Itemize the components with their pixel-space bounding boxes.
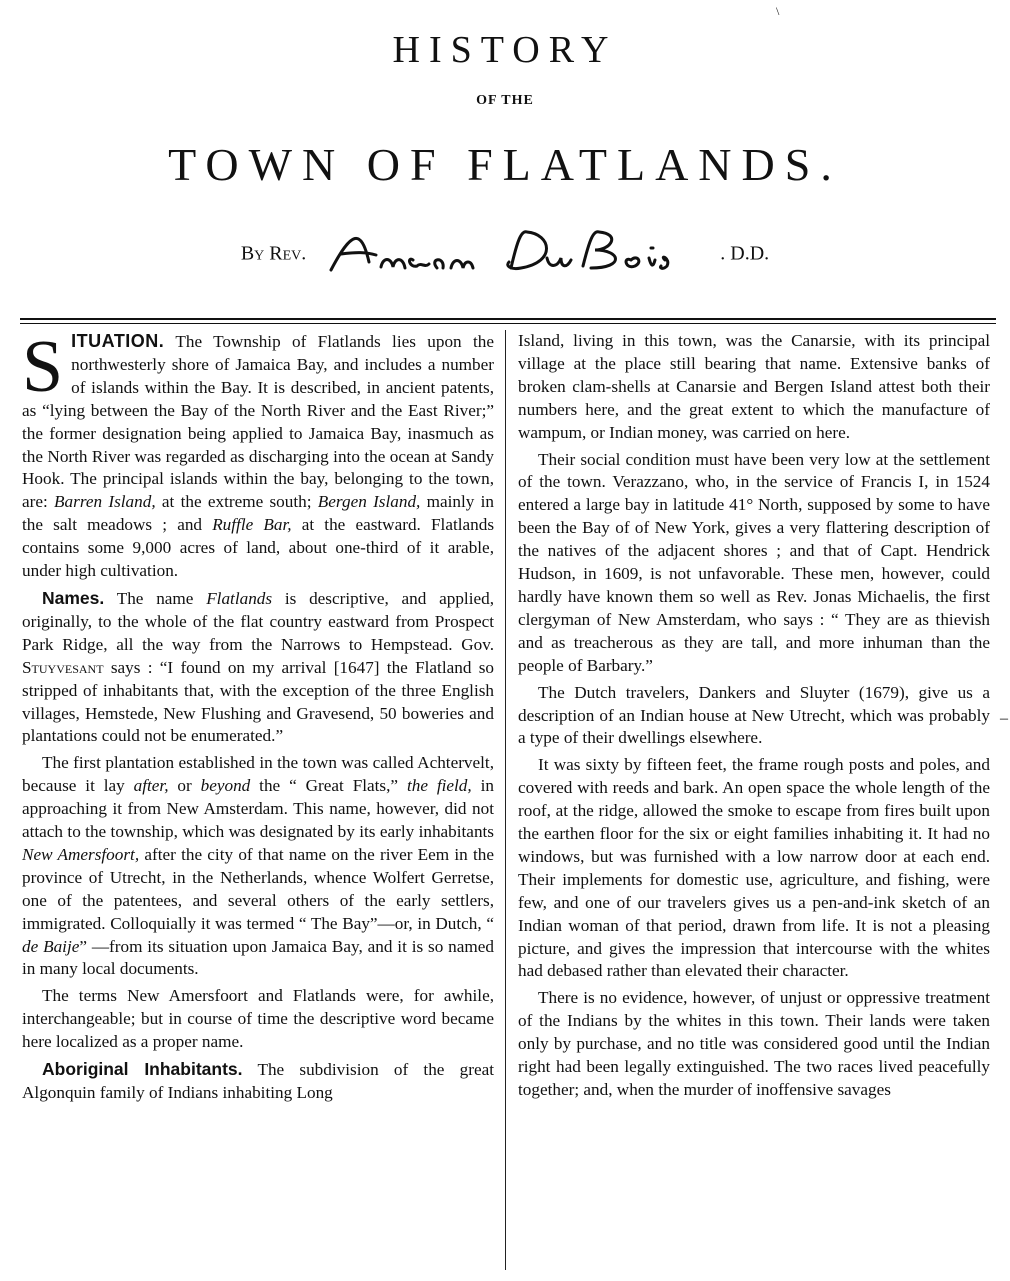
paragraph-aboriginal: Aboriginal Inhabitants. The subdivision of the great Algonquin family of Indians inhabiting Long (22, 1059, 495, 1102)
paragraph-situation: SITUATION. The Township of Flatlands lies upon the northwesterly shore of Jamaica Bay, and includes a number of islands within the Bay. It is described, in ancient patents, as “lying between the Bay of the North River and the East River;” the former designation being applied to Jamaica Bay, inasmuch as the North River was regarded as discharging into the ocean at Sandy Hook. The principal islands within the bay, belonging to the town, are: Barren Island, at the extreme south; Bergen Island, mainly in the salt meadows ; and Ruffle Bar, at the eastward. Flatlands contains some 9,000 acres of land, about one-third of it arable, under high cultivation. (22, 326, 495, 581)
author-signature (321, 222, 701, 288)
drop-cap: S (22, 326, 64, 408)
left-column (22, 326, 495, 1109)
paragraph-no-evidence: There is no evidence, however, of unjust or oppressive treatment of the Indians by the whites in this town. Their lands were taken only by purchase, and no title was considered good until the Indian right had been legally extinguished. The two races lived peacefully together; and, when the murder of inoffensive savages (518, 988, 990, 1099)
stray-mark: \ (776, 4, 780, 18)
paragraph-indian-house: It was sixty by fifteen feet, the frame rough posts and poles, and covered with reeds and bark. An open space the whole length of the roof, at the ridge, allowed the smoke to escape from fires built upon the earthen floor for the six or eight families inhabiting it. It had no windows, but was furnished with a low narrow door at each end. Their implements for domestic use, agriculture, and fishing, were few, and one of our travelers gives us a pen-and-ink sketch of an Indian woman of that period, drawn from life. It is not a pleasing picture, and gives the impression that intercourse with the whites had debased rather than elevated their character. (518, 755, 990, 981)
title-connector: OF THE (476, 93, 534, 108)
column-divider (505, 330, 506, 1270)
header-rule (20, 318, 996, 324)
paragraph-first-plantation: The first plantation established in the town was called Achtervelt, because it lay after, or beyond the “ Great Flats,” the field, in approaching it from New Amsterdam. This name, however, did not attach to the township, which was designated by its early inhabitants New Amersfoort, after the city of that name on the river Eem in the province of Utrecht, in the Netherlands, whence Wolfert Gerretse, one of the patentees, and several others of the early settlers, immigrated. Colloquially it was termed “ The Bay”—or, in Dutch, “ de Baije” —from its situation upon Jamaica Bay, and it is so named in many local documents. (22, 753, 494, 979)
paragraph-canarsie: Island, living in this town, was the Canarsie, with its principal village at the place still bearing that name. Extensive banks of broken clam-shells at Canarsie and Bergen Island attest both their numbers here, and the great extent to which the manufacture of wampum, or Indian money, was carried on here. (518, 331, 990, 442)
right-column (518, 330, 990, 1106)
paragraph-names: Names. The name Flatlands is descriptive, and applied, originally, to the whole of the flat country eastward from Prospect Park Ridge, all the way from the Narrows to Hempstead. Gov. Stuyvesant says : “I found on my arrival [1647] the Flatland so stripped of inhabitants that, with the exception of the three English villages, Hemstede, New Flushing and Gravesend, 50 boweries and plantations could not be enumerated.” (22, 587, 494, 746)
situation-heading: ITUATION. (71, 331, 165, 351)
names-heading: Names. (42, 587, 105, 608)
paragraph-social-condition: Their social condition must have been very low at the settlement of the town. Verazzano, who, in the service of Francis I, in 1524 entered a large bay in latitude 41° North, supposed by some to have been the Bay of of New York, gives a very flattering description of the natives of the adjacent shores ; and that of Capt. Hendrick Hudson, in 1609, is not unfavorable. These men, however, could hardly have known them so well as Rev. Jonas Michaelis, the first clergyman of New Amsterdam, who says : “ They are as thievish and as treacherous as they are tall, and more inhuman than the people of Barbary.” (518, 449, 990, 675)
subtitle: TOWN OF FLATLANDS. (168, 139, 842, 190)
byline (0, 222, 1010, 288)
author-degree: . D.D. (720, 242, 770, 265)
paragraph-terms: The terms New Amersfoort and Flatlands were, for awhile, interchangeable; but in course of time the descriptive word became here localized as a proper name. (22, 986, 494, 1052)
margin-dash: – (1000, 710, 1008, 727)
page-title: HISTORY (392, 29, 618, 71)
paragraph-dutch-travelers: The Dutch travelers, Dankers and Sluyter (1679), give us a description of an Indian house at New Utrecht, which was probably a type of their dwellings elsewhere. (518, 682, 990, 748)
by-label: By Rev. (240, 242, 307, 265)
aboriginal-heading: Aboriginal Inhabitants. (42, 1059, 243, 1080)
